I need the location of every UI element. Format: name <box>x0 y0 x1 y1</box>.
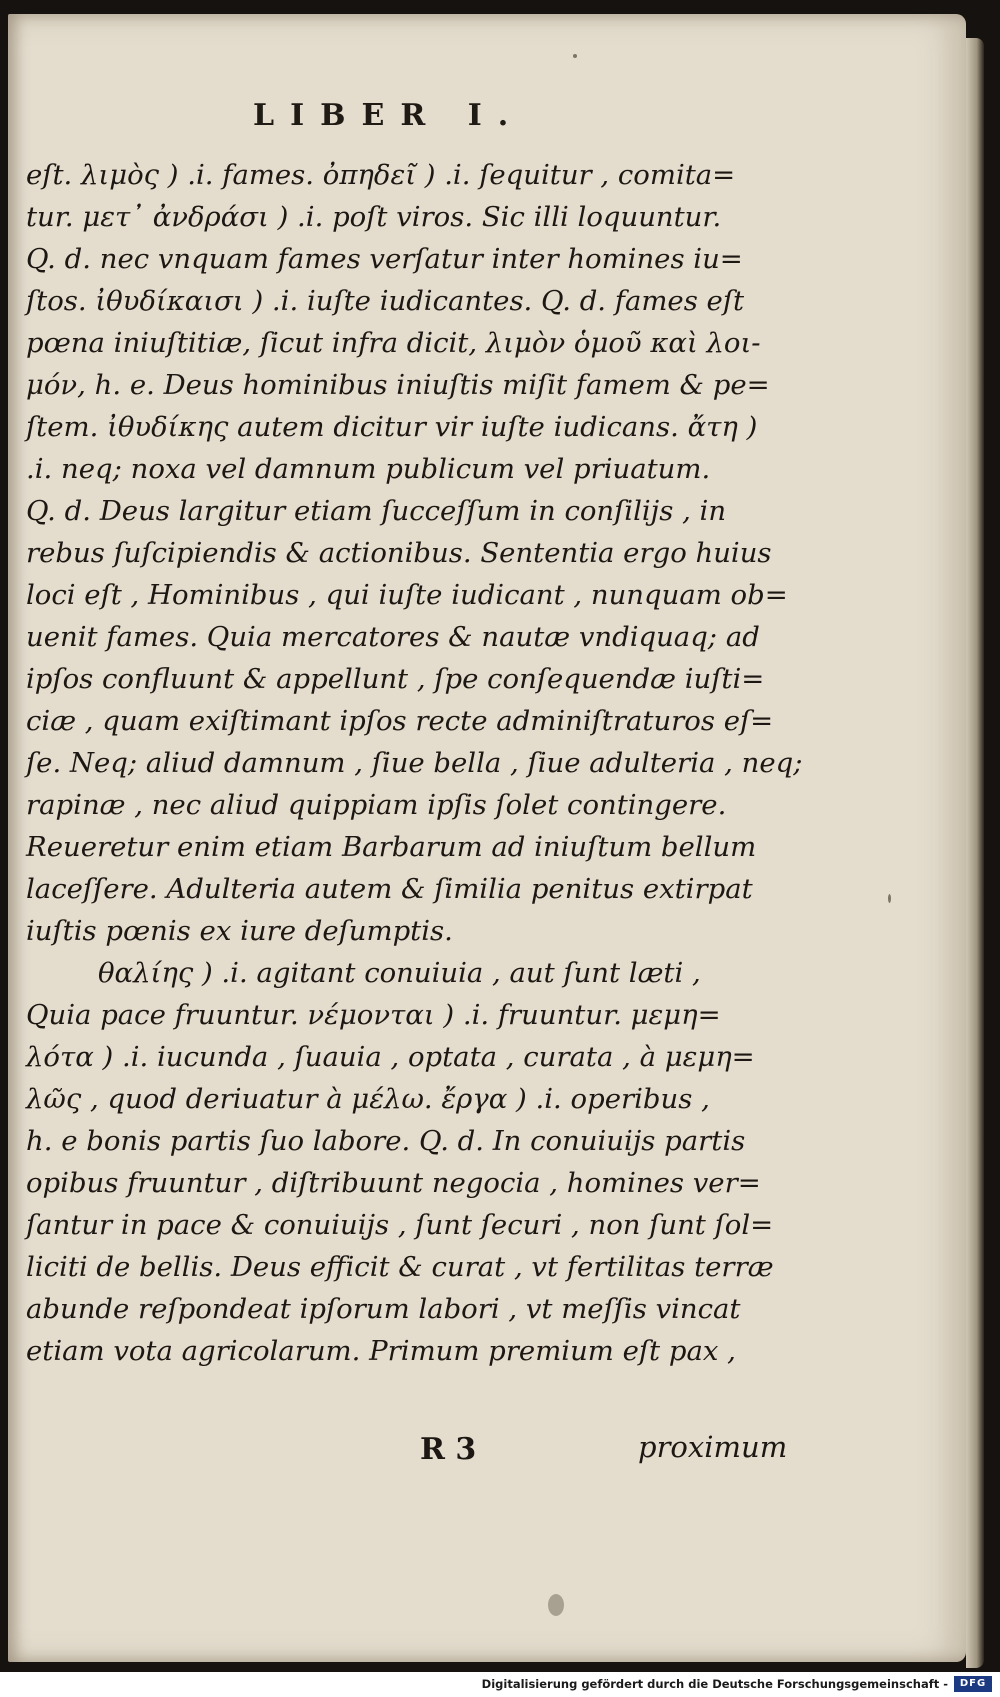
dfg-logo: DFG <box>954 1676 992 1692</box>
text-line: Q. d. Deus largitur etiam ſucceſſum in conſilijs , in <box>26 495 727 527</box>
credit-text: Digitalisierung gefördert durch die Deutsche Forschungsgemeinschaft - <box>481 1677 948 1691</box>
text-line: Reueretur enim etiam Barbarum ad iniuſtum bellum <box>26 831 757 863</box>
running-head: LIBER I. <box>253 98 525 133</box>
text-line: liciti de bellis. Deus efficit & curat , vt fertilitas terræ <box>26 1251 774 1283</box>
text-line: etiam vota agricolarum. Primum premium eſt pax , <box>26 1335 736 1367</box>
text-line: ſtem. ἰθυδίκης autem dicitur vir iuſte iudicans. ἄτη ) <box>26 411 758 443</box>
credit-bar <box>0 1672 1000 1697</box>
text-line: λῶς , quod deriuatur à μέλω. ἔργα ) .i. operibus , <box>26 1083 710 1115</box>
signature-mark: R 3 <box>420 1432 477 1467</box>
text-line: abunde reſpondeat ipſorum labori , vt meſſis vincat <box>26 1293 741 1325</box>
page-edge <box>966 38 984 1668</box>
book-page <box>8 14 966 1662</box>
text-line: eſt. λιμὸς ) .i. fames. ὀπηδεῖ ) .i. ſequitur , comita= <box>26 159 736 191</box>
text-line: h. e bonis partis ſuo labore. Q. d. In conuiuijs partis <box>26 1125 746 1157</box>
text-line: laceſſere. Adulteria autem & ſimilia penitus extirpat <box>26 873 753 905</box>
paper-speck <box>548 1594 564 1616</box>
text-line: uenit fames. Quia mercatores & nautæ vndiquaq; ad <box>26 621 760 653</box>
text-line: ſantur in pace & conuiuijs , ſunt ſecuri , non ſunt ſol= <box>26 1209 774 1241</box>
text-line: θαλίης ) .i. agitant conuiuia , aut ſunt læti , <box>98 957 701 989</box>
text-line: rebus ſuſcipiendis & actionibus. Sententia ergo huius <box>26 537 772 569</box>
text-line: Q. d. nec vnquam fames verſatur inter homines iu= <box>26 243 743 275</box>
text-line: pœna iniuſtitiæ, ſicut infra dicit, λιμὸν ὁμοῦ καὶ λοι- <box>26 327 761 359</box>
text-line: μόν, h. e. Deus hominibus iniuſtis miſit famem & pe= <box>26 369 770 401</box>
text-line: ſtos. ἰθυδίκαισι ) .i. iuſte iudicantes. Q. d. fames eſt <box>26 285 745 317</box>
text-line: tur. μετ᾽ ἀνδράσι ) .i. poſt viros. Sic illi loquuntur. <box>26 201 722 233</box>
paper-speck <box>888 894 891 903</box>
paper-speck <box>573 54 577 58</box>
text-line: loci eſt , Hominibus , qui iuſte iudicant , nunquam ob= <box>26 579 788 611</box>
catchword: proximum <box>638 1430 788 1464</box>
text-line: rapinæ , nec aliud quippiam ipſis ſolet contingere. <box>26 789 727 821</box>
text-line: λότα ) .i. iucunda , ſuauia , optata , curata , à μεμη= <box>26 1041 755 1073</box>
text-line: iuſtis pœnis ex iure deſumptis. <box>26 915 453 947</box>
text-line: ſe. Neq; aliud damnum , ſiue bella , ſiue adulteria , neq; <box>26 747 803 779</box>
text-line: ipſos confluunt & appellunt , ſpe conſequendæ iuſti= <box>26 663 765 695</box>
text-line: Quia pace fruuntur. νέμονται ) .i. fruuntur. μεμη= <box>26 999 721 1031</box>
text-line: opibus fruuntur , diſtribuunt negocia , homines ver= <box>26 1167 761 1199</box>
text-line: .i. neq; noxa vel damnum publicum vel priuatum. <box>26 453 711 485</box>
body-text <box>26 154 803 1372</box>
text-line: ciæ , quam exiſtimant ipſos recte adminiſtraturos eſ= <box>26 705 774 737</box>
